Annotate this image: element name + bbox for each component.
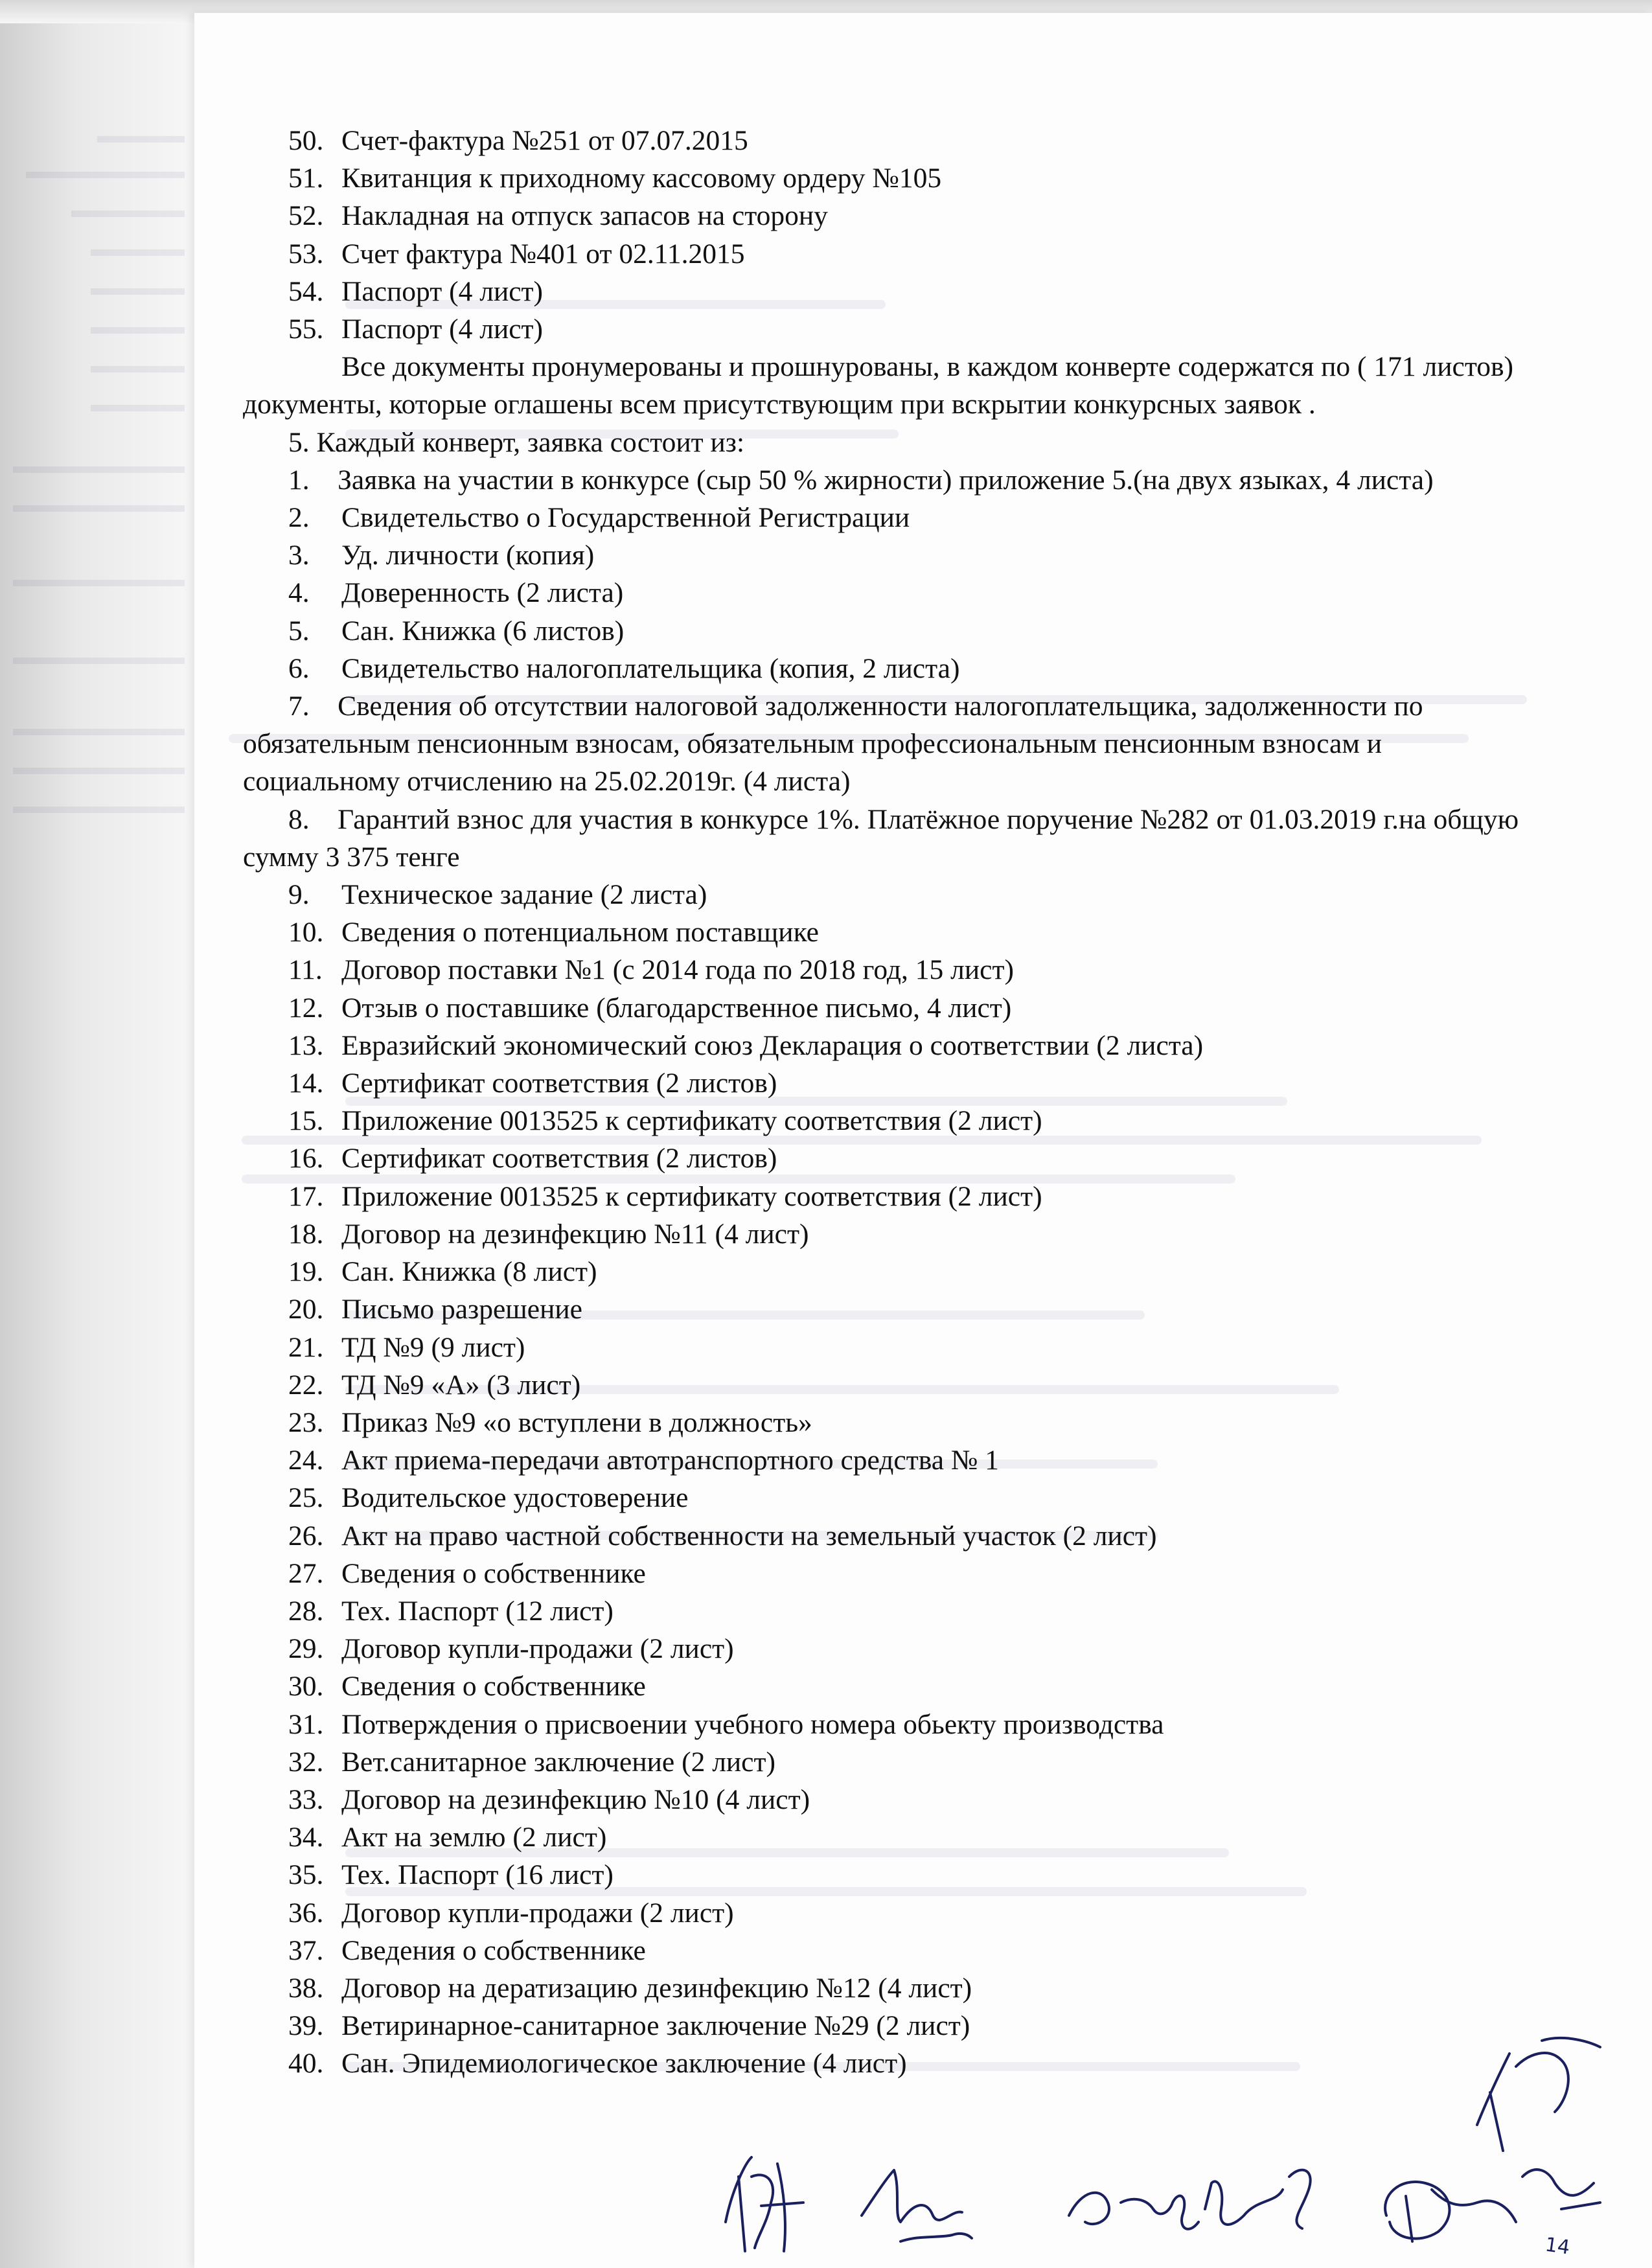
list-item: [243, 1102, 1545, 1140]
item-text: Приложение 0013525 к сертификату соответствия (2 лист): [341, 1105, 1042, 1137]
list-item: [243, 913, 1545, 951]
item-number: 26.: [288, 1520, 324, 1552]
item-number: 12.: [288, 992, 324, 1024]
list-item: [243, 1969, 1545, 2007]
item-number: 11.: [288, 954, 323, 986]
item-number: 23.: [288, 1406, 324, 1438]
item-number: 17.: [288, 1180, 324, 1212]
list-item: [243, 1027, 1545, 1064]
item-text: Водительское удостоверение: [341, 1482, 689, 1514]
item-number: 18.: [288, 1218, 324, 1250]
item-text: Сведения о потенциальном поставщике: [341, 917, 819, 948]
list-item: [243, 1366, 1545, 1404]
item-text: Договор купли-продажи (2 лист): [341, 1633, 734, 1665]
signature-1: [726, 2157, 803, 2251]
item-text: Договор на дезинфекцию №10 (4 лист): [341, 1783, 810, 1815]
list-item: [243, 1479, 1545, 1517]
list-item: [243, 1856, 1545, 1894]
item-text: Тех. Паспорт (16 лист): [341, 1859, 614, 1891]
list-item: [243, 1781, 1545, 1818]
list-item: [243, 1555, 1545, 1592]
item-text: Приложение 0013525 к сертификату соответствия (2 лист): [341, 1180, 1042, 1212]
item-text: Договор поставки №1 (с 2014 года по 2018 год, 15 лист): [341, 954, 1014, 986]
item-text: 7. Сведения об отсутствии налоговой задолженности налогоплательщика, задолженности по обязательным пенсионным взносам, обязательным профессиональным пенсионным взносам и социальному отчислению на 25.02.2019г. (4 листа): [243, 691, 1423, 797]
signature-3: [1069, 2170, 1311, 2229]
list-item: [243, 235, 1545, 273]
item-text: Тех. Паспорт (12 лист): [341, 1595, 614, 1627]
item-text: 1. Заявка на участии в конкурсе (сыр 50 % жирности) приложение 5.(на двух языках, 4 листа): [288, 464, 1434, 496]
item-text: Сертификат соответствия (2 листов): [341, 1143, 777, 1174]
item-number: 55.: [288, 314, 324, 345]
item-number: 54.: [288, 275, 324, 307]
item-number: 39.: [288, 2010, 324, 2042]
item-number: 13.: [288, 1029, 324, 1061]
item-text: Отзыв о поставшике (благодарственное письмо, 4 лист): [341, 992, 1012, 1024]
item-text: Техническое задание (2 листа): [341, 879, 707, 911]
item-number: 51.: [288, 163, 324, 194]
list-item: [243, 1743, 1545, 1781]
list-item: [243, 1215, 1545, 1253]
item-number: 35.: [288, 1859, 324, 1891]
item-number: 33.: [288, 1783, 324, 1815]
item-text: Договор на дезинфекцию №11 (4 лист): [341, 1218, 809, 1250]
signature-2: [862, 2170, 972, 2241]
signature-4: [1385, 2170, 1600, 2241]
section-heading-5: 5. Каждый конверт, заявка состоит из:: [288, 426, 745, 458]
item-number: 30.: [288, 1671, 324, 1702]
item-text: Сан. Книжка (6 листов): [341, 615, 625, 647]
list-item: [243, 1592, 1545, 1630]
list-item: [243, 1630, 1545, 1667]
list-item: [243, 461, 1545, 499]
item-number: 25.: [288, 1482, 324, 1514]
item-number: 53.: [288, 238, 324, 269]
item-text: Паспорт (4 лист): [341, 275, 544, 307]
list-item: [243, 159, 1545, 197]
list-item: [243, 1290, 1545, 1328]
item-text: Акт приема-передачи автотранспортного средства № 1: [341, 1445, 1000, 1476]
item-text: Сведения о собственнике: [341, 1934, 646, 1966]
item-number: 16.: [288, 1143, 324, 1174]
list-item: [243, 951, 1545, 989]
list-item: [243, 1667, 1545, 1705]
list-item: [243, 612, 1545, 650]
list-item: [243, 1441, 1545, 1479]
item-number: 50.: [288, 125, 324, 156]
item-number: 29.: [288, 1633, 324, 1665]
item-number: 52.: [288, 200, 324, 232]
list-item: [243, 1932, 1545, 1969]
item-number: 22.: [288, 1369, 324, 1401]
item-number: 19.: [288, 1256, 324, 1288]
page-number: 14: [1543, 2233, 1572, 2260]
list-item: [243, 876, 1545, 913]
list-items-top: [243, 122, 1545, 348]
list-item: [243, 499, 1545, 536]
list-item: [243, 536, 1545, 574]
item-text: Счет фактура №401 от 02.11.2015: [341, 238, 745, 269]
item-number: 40.: [288, 2048, 324, 2079]
list-item: [243, 687, 1545, 801]
item-text: Доверенность (2 листа): [341, 577, 624, 609]
list-item: [243, 1517, 1545, 1555]
item-text: Квитанция к приходному кассовому ордеру №105: [341, 163, 942, 194]
list-item: [243, 197, 1545, 235]
list-items-main: [243, 461, 1545, 2083]
list-item: [243, 1064, 1545, 1102]
item-text: Сведения о собственнике: [341, 1557, 646, 1589]
list-item: [243, 1329, 1545, 1366]
initials-mark: [1464, 2028, 1607, 2157]
item-text: Счет-фактура №251 от 07.07.2015: [341, 125, 748, 156]
item-text: 8. Гарантий взнос для участия в конкурсе 1%. Платёжное поручение №282 от 01.03.2019 г.на общую сумму 3 375 тенге: [243, 803, 1519, 873]
list-item: [243, 1706, 1545, 1743]
list-item: [243, 574, 1545, 612]
list-item: [243, 273, 1545, 310]
item-number: 6.: [288, 652, 310, 684]
item-text: Вет.санитарное заключение (2 лист): [341, 1746, 775, 1778]
item-number: 24.: [288, 1445, 324, 1476]
item-number: 2.: [288, 502, 310, 534]
item-number: 9.: [288, 879, 310, 911]
item-text: Накладная на отпуск запасов на сторону: [341, 200, 828, 232]
item-text: ТД №9 «А» (3 лист): [341, 1369, 581, 1401]
item-number: 15.: [288, 1105, 324, 1137]
item-text: Паспорт (4 лист): [341, 314, 544, 345]
item-text: Свидетельство налогоплательщика (копия, 2 листа): [341, 652, 960, 684]
list-item: [243, 1140, 1545, 1177]
item-number: 38.: [288, 1972, 324, 2004]
item-text: Уд. личности (копия): [341, 540, 595, 571]
item-number: 4.: [288, 577, 310, 609]
list-item: [243, 310, 1545, 348]
item-text: Договор купли-продажи (2 лист): [341, 1897, 734, 1929]
item-number: 28.: [288, 1595, 324, 1627]
list-item: [243, 1404, 1545, 1441]
item-number: 34.: [288, 1822, 324, 1853]
item-text: Сведения о собственнике: [341, 1671, 646, 1702]
list-item: [243, 1894, 1545, 1932]
item-number: 5.: [288, 615, 310, 647]
paragraph-all-documents: Все документы пронумерованы и прошнурованы, в каждом конверте содержатся по ( 171 листов) документы, которые оглашены всем присутствующим при вскрытии конкурсных заявок .: [243, 351, 1514, 420]
item-text: Потверждения о присвоении учебного номера обьекту производства: [341, 1708, 1164, 1740]
item-text: Договор на дератизацию дезинфекцию №12 (4 лист): [341, 1972, 972, 2004]
list-item: [243, 1178, 1545, 1215]
item-text: Сан. Книжка (8 лист): [341, 1256, 597, 1288]
list-item: [243, 122, 1545, 159]
list-item: [243, 2007, 1545, 2045]
item-text: Ветиринарное-санитарное заключение №29 (2 лист): [341, 2010, 970, 2042]
item-number: 36.: [288, 1897, 324, 1929]
list-item: [243, 1253, 1545, 1290]
list-item: [243, 650, 1545, 687]
list-item: [243, 989, 1545, 1027]
item-number: 14.: [288, 1068, 324, 1099]
item-text: Акт на землю (2 лист): [341, 1822, 607, 1853]
item-text: Приказ №9 «о вступлени в должность»: [341, 1406, 812, 1438]
item-number: 21.: [288, 1331, 324, 1363]
document-body: [243, 122, 1545, 2083]
item-number: 37.: [288, 1934, 324, 1966]
item-text: Сан. Эпидемиологическое заключение (4 лист): [341, 2048, 907, 2079]
item-text: Акт на право частной собственности на земельный участок (2 лист): [341, 1520, 1157, 1552]
list-item: [243, 1818, 1545, 1856]
item-number: 31.: [288, 1708, 324, 1740]
item-text: Письмо разрешение: [341, 1294, 582, 1325]
list-item: [243, 801, 1545, 876]
item-number: 20.: [288, 1294, 324, 1325]
item-number: 10.: [288, 917, 324, 948]
list-item: [243, 2045, 1545, 2082]
item-text: Евразийский экономический союз Декларация о соответствии (2 листа): [341, 1029, 1204, 1061]
item-number: 27.: [288, 1557, 324, 1589]
item-number: 3.: [288, 540, 310, 571]
item-text: Свидетельство о Государственной Регистрации: [341, 502, 910, 534]
item-text: ТД №9 (9 лист): [341, 1331, 525, 1363]
item-text: Сертификат соответствия (2 листов): [341, 1068, 777, 1099]
item-number: 32.: [288, 1746, 324, 1778]
